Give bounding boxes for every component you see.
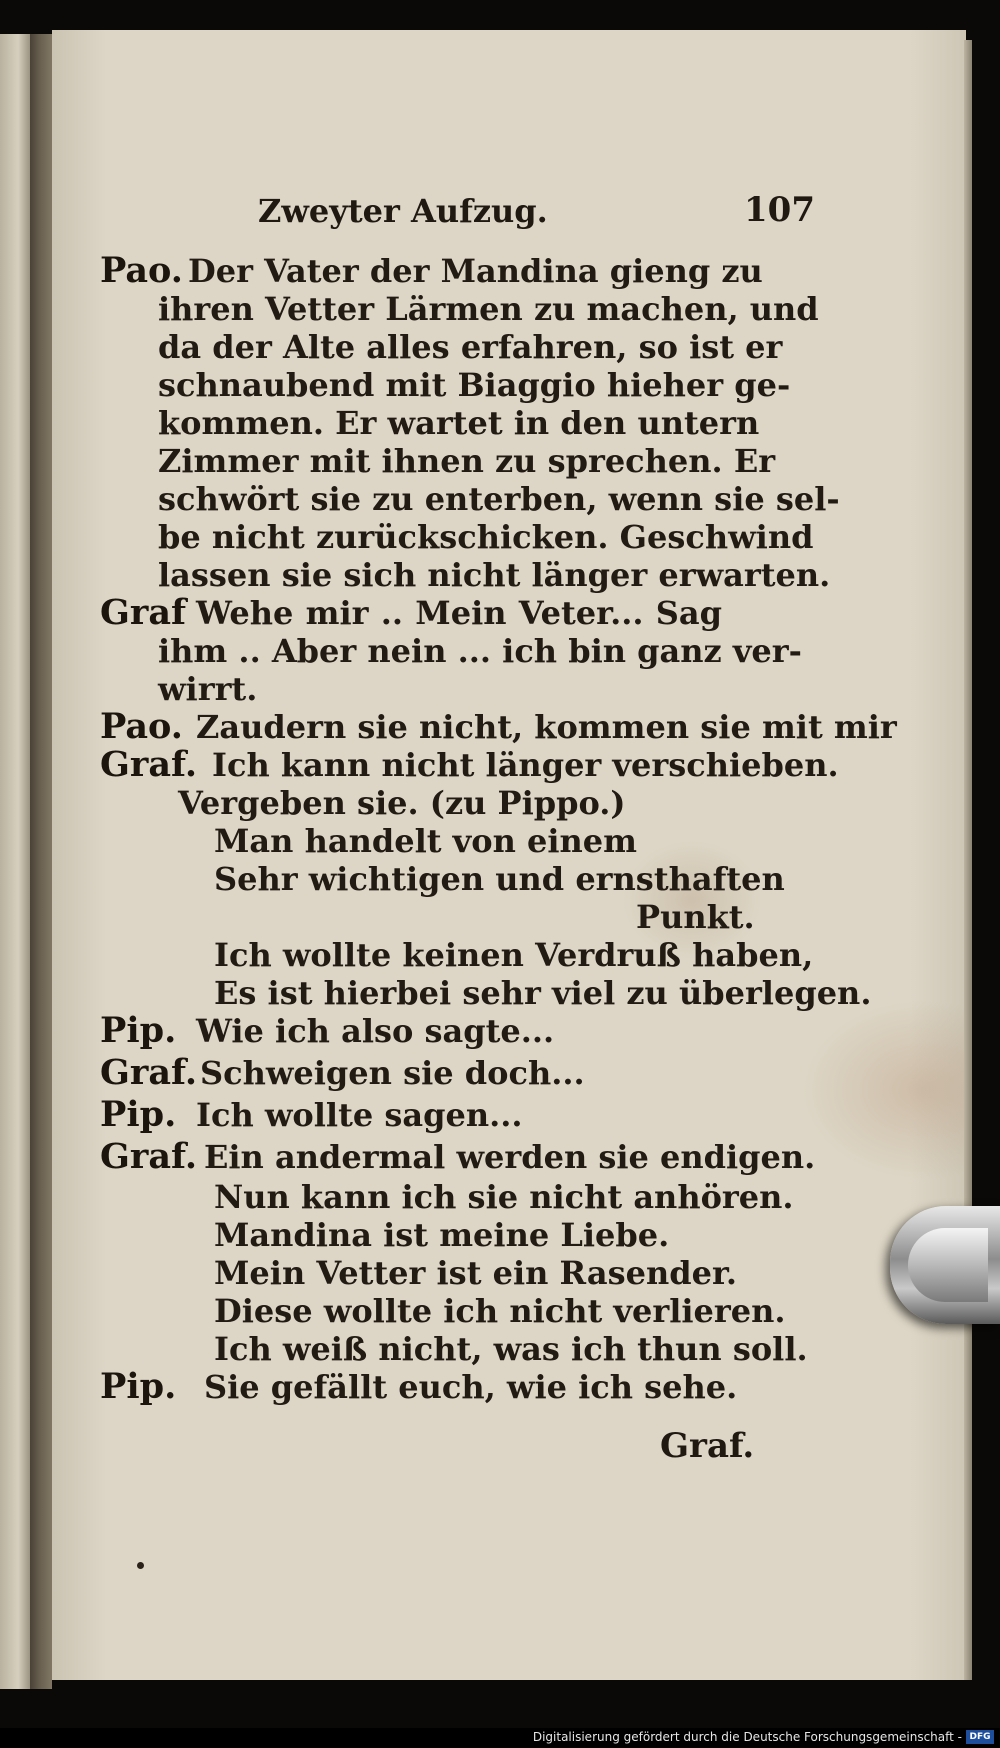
speaker-label: Pip. <box>100 1010 177 1051</box>
speaker-label: Pao. <box>100 250 183 291</box>
line-text: wirrt. <box>158 670 258 708</box>
running-title: Zweyter Aufzug. <box>258 192 548 230</box>
line-text: be nicht zurückschicken. Geschwind <box>158 518 814 556</box>
line-text: Mein Vetter ist ein Rasender. <box>214 1254 738 1292</box>
speaker-label: Pip. <box>100 1094 177 1135</box>
line-text: Zaudern sie nicht, kommen sie mit mir <box>196 708 897 746</box>
dialogue-line <box>0 1136 1000 1180</box>
line-text: Ich wollte sagen... <box>196 1096 523 1134</box>
line-text: Ich wollte keinen Verdruß haben, <box>214 936 814 974</box>
line-text: Es ist hierbei sehr viel zu überlegen. <box>214 974 872 1012</box>
line-text: Wehe mir .. Mein Veter... Sag <box>196 594 722 632</box>
line-text: Vergeben sie. (zu Pippo.) <box>178 784 626 822</box>
dialogue-line <box>0 1010 1000 1054</box>
dialogue-line <box>0 1366 1000 1410</box>
speaker-label: Graf <box>100 592 187 633</box>
line-text: Ein andermal werden sie endigen. <box>204 1138 816 1176</box>
line-text: Diese wollte ich nicht verlieren. <box>214 1292 786 1330</box>
catchword: Graf. <box>660 1426 755 1466</box>
page-number: 107 <box>744 190 815 230</box>
speaker-label: Pip. <box>100 1366 177 1407</box>
dialogue-line <box>0 1094 1000 1138</box>
clip-highlight <box>908 1228 988 1302</box>
speaker-label: Graf. <box>100 744 198 785</box>
line-text: Schweigen sie doch... <box>200 1054 585 1092</box>
digitization-credit: Digitalisierung gefördert durch die Deutsche Forschungsgemeinschaft - <box>532 1730 962 1744</box>
line-text: Sie gefällt euch, wie ich sehe. <box>204 1368 738 1406</box>
line-text: Man handelt von einem <box>214 822 637 860</box>
ink-dot <box>137 1562 144 1569</box>
line-text: schnaubend mit Biaggio hieher ge- <box>158 366 791 404</box>
line-text: ihren Vetter Lärmen zu machen, und <box>158 290 819 328</box>
speaker-label: Graf. <box>100 1052 198 1093</box>
speaker-label: Graf. <box>100 1136 198 1177</box>
dfg-logo: DFG <box>966 1730 994 1744</box>
line-text: Mandina ist meine Liebe. <box>214 1216 670 1254</box>
line-text: Ich weiß nicht, was ich thun soll. <box>214 1330 808 1368</box>
speaker-label: Pao. <box>100 706 183 747</box>
line-text: da der Alte alles erfahren, so ist er <box>158 328 783 366</box>
line-text: Der Vater der Mandina gieng zu <box>188 252 763 290</box>
dialogue-line <box>0 1052 1000 1096</box>
line-text: ihm .. Aber nein ... ich bin ganz ver- <box>158 632 802 670</box>
line-text: Ich kann nicht länger verschieben. <box>212 746 839 784</box>
line-text: schwört sie zu enterben, wenn sie sel- <box>158 480 840 518</box>
line-text: Wie ich also sagte... <box>196 1012 555 1050</box>
line-text: kommen. Er wartet in den untern <box>158 404 760 442</box>
metal-page-clip <box>890 1206 1000 1324</box>
line-text: lassen sie sich nicht länger erwarten. <box>158 556 831 594</box>
line-text: Zimmer mit ihnen zu sprechen. Er <box>158 442 776 480</box>
line-text: Punkt. <box>636 898 755 936</box>
line-text: Nun kann ich sie nicht anhören. <box>214 1178 794 1216</box>
line-text: Sehr wichtigen und ernsthaften <box>214 860 785 898</box>
